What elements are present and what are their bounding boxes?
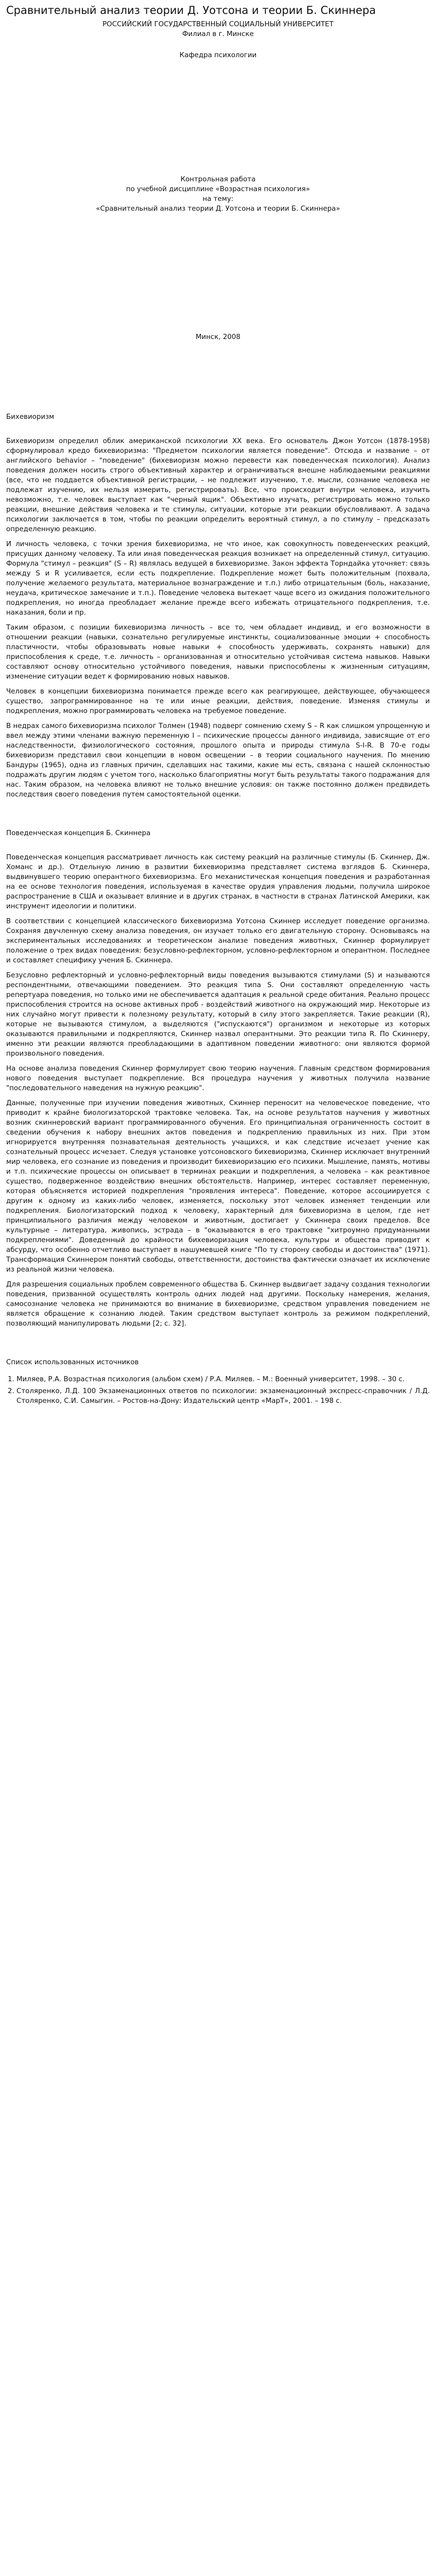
section-behaviorism xyxy=(6,412,430,800)
city-year: Минск, 2008 xyxy=(195,333,241,341)
discipline: по учебной дисциплине «Возрастная психология» xyxy=(126,185,310,193)
paragraph: Для разрешения социальных проблем современного общества Б. Скиннер выдвигает задачу создания технологии поведения, призванной осуществлять контроль одних людей над другими. Поскольку намерения, желания, самосознание человека не принимаются во внимание в бихевиоризме, средством управления поведением не является обращение к сознанию людей. Таким средством выступает контроль за режимом подкреплений, позволяющий манипулировать людьми [2; с. 32]. xyxy=(6,1281,430,1328)
topic-label: на тему: xyxy=(202,195,234,203)
university-name: РОССИЙСКИЙ ГОСУДАРСТВЕННЫЙ СОЦИАЛЬНЫЙ УНИВЕРСИТЕТ xyxy=(102,21,334,28)
section-heading: Поведенческая концепция Б. Скиннера xyxy=(6,829,151,837)
paragraph: И личность человека, с точки зрения бихевиоризма, не что иное, как совокупность поведенческих реакций, присущих данному человеку. Та или иная поведенческая реакция возникает на определенный стимул, ситуацию. Формула "стимул – реакция" (S – R) являлась ведущей в бихевиоризме. Закон эффекта Торндайка уточняет: связь между S и R усиливается, если есть подкрепление. Подкрепление может быть положительным (похвала, получение желаемого результата, материальное вознаграждение и т.п.) либо отрицательным (боль, наказание, неудача, критическое замечание и т.п.). Поведение человека вытекает чаще всего из ожидания положительного подкрепления, но иногда преобладает желание прежде всего избежать отрицательного подкрепления, т.е. наказания, боли и пр. xyxy=(6,540,430,617)
reference-item: 2. Столяренко, Л.Д. 100 Экзаменационных ответов по психологии: экзаменационный экспресс-справочник / Л.Д. Столяренко, С.И. Самыгин. – Ростов-на-Дону: Издательский центр «МарТ», 2001. – 198 с. xyxy=(16,1386,430,1406)
paragraph: В недрах самого бихевиоризма психолог Толмен (1948) подверг сомнению схему S – R как слишком упрощенную и ввел между этими членами важную переменную I – психические процессы данного индивида, зависящие от его наследственности, физиологического состояния, прошлого опыта и природы стимула S-I-R. В 70-е годы бихевиоризм представил свои концепции в новом освещении – в теории социального научения. По мнению Бандуры (1965), одна из главных причин, сделавших нас такими, какие мы есть, связана с нашей склонностью подражать другим людям с учетом того, насколько благоприятны могут быть результаты такого подражания для нас. Таким образом, на человека влияют не только внешние условия: он также постоянно должен предвидеть последствия своего поведения путем самостоятельной оценки. xyxy=(6,722,430,799)
section-heading: Бихевиоризм xyxy=(6,413,55,421)
references-section xyxy=(6,1358,430,1406)
references-list xyxy=(6,1375,430,1406)
branch-name: Филиал в г. Минске xyxy=(182,30,254,38)
section-skinner xyxy=(6,828,430,1329)
references-heading: Список использованных источников xyxy=(6,1359,139,1366)
paragraph: Данные, полученные при изучении поведения животных, Скиннер переносит на человеческое поведение, что приводит к крайне биологизаторской трактовке человека. Так, на основе результатов научения у животных возник скиннеровский вариант программированного обучения. Его принципиальная ограниченность состоит в сведении обучения к набору внешних актов поведения и подкреплению правильных из них. При этом игнорируется внутренняя познавательная деятельность учащихся, и как следствие исчезает учение как сознательный процесс исчезает. Следуя установке уотсоновского бихевиоризма, Скиннер исключает внутренний мир человека, его сознание из поведения и производит бихевиоризацию его психики. Мышление, память, мотивы и т.п. психические процессы он описывает в терминах реакции и подкрепления, а человека – как реактивное существо, подверженное воздействию внешних обстоятельств. Например, интерес составляет переменную, которая объясняется историей подкрепления "проявления интереса". Поведение, которое ассоциируется с другим к одному из каких-либо человек, изменяется, поскольку этот человек изменяет тенденции или подкрепления. Биологизаторский подход к человеку, характерный для бихевиоризма в целом, где нет принципиального различия между человеком и животным, достигает у Скиннера своих пределов. Все культурные – литература, живопись, эстрада – в "оказываются в его трактовке "хитроумно придуманными подкреплениями". Доведенный до крайности бихевиоризация человека, культуры и общества приводит к абсурду, что особенно отчетливо выступает в нашумевшей книге "По ту сторону свободы и достоинства" (1971). Трансформация Скиннером понятий свободы, ответственности, достоинства фактически означает их исключение из реальной жизни человека. xyxy=(6,1099,430,1274)
paragraph: Человек в концепции бихевиоризма понимается прежде всего как реагирующее, действующее, обучающееся существо, запрограммированное на те или иные реакции, действия, поведение. Изменяя стимулы и подкрепления, можно программировать человека на требуемое поведение. xyxy=(6,688,430,715)
paragraph: В соответствии с концепцией классического бихевиоризма Уотсона Скиннер исследует поведение организма. Сохраняя двучленную схему анализа поведения, он изучает только его двигательную сторону. Основываясь на экспериментальных исследованиях и теоретическом анализе поведения животных, Скиннер формулирует положение о трех видах поведения: безусловно-рефлекторном, условно-рефлекторном и оперантном. Последнее и составляет специфику учения Б. Скиннера. xyxy=(6,918,430,964)
document-title: Сравнительный анализ теории Д. Уотсона и теории Б. Скиннера xyxy=(6,4,376,16)
department-name: Кафедра психологии xyxy=(179,52,257,59)
title-page xyxy=(6,20,430,342)
paragraph: Таким образом, с позиции бихевиоризма личность – все то, чем обладает индивид, и его возможности в отношении реакции (навыки, сознательно регулируемые инстинкты, социализованные эмоции + способность пластичности, чтобы образовывать новые навыки + способность удерживать, сохранять навыки) для приспособления к среде, т.е. личность – организованная и относительно устойчивая система навыков. Навыки составляют основу относительно устойчивого поведения, навыки приспособлены к жизненным ситуациям, изменение ситуации ведет к формированию новых навыков. xyxy=(6,624,430,681)
paragraph: На основе анализа поведения Скиннер формулирует свою теорию научения. Главным средством формирования нового поведения выступает подкрепление. Вся процедура научения у животных получила название "последовательного наведения на нужную реакцию". xyxy=(6,1065,430,1092)
reference-item: 1. Миляев, Р.А. Возрастная психология (альбом схем) / Р.А. Миляев. – М.: Военный университет, 1998. – 30 с. xyxy=(16,1375,430,1384)
paragraph: Бихевиоризм определил облик американской психологии XX века. Его основатель Джон Уотсон (1878-1958) сформулировал кредо бихевиоризма: "Предметом психологии является поведение". Отсюда и название – от английского behavior – "поведение" (бихевиоризм можно перевести как поведенческая психология). Анализ поведения должен носить строго объективный характер и ограничиваться внешне наблюдаемыми реакциями (все, что не поддается объективной регистрации, – не подлежит изучению, т.е. мысли, сознание человека не подлежат изучению, их нельзя измерить, регистрировать). Все, что происходит внутри человека, изучить невозможно, т.е. человек выступает как "черный ящик". Объективно изучать, регистрировать можно только реакции, внешние действия человека и те стимулы, ситуации, которые эти реакции обусловливают. А задача психологии заключается в том, чтобы по реакции определить вероятный стимул, а по стимулу – предсказать определенную реакцию. xyxy=(6,437,430,533)
paragraph: Поведенческая концепция рассматривает личность как систему реакций на различные стимулы (Б. Скиннер, Дж. Хоманс и др.). Отдельную линию в развитии бихевиоризма представляет система взглядов Б. Скиннера, выдвинувшего теорию оперантного бихевиоризма. Его механистическая концепция поведения и разработанная на ее основе технология поведения, используемая в качестве орудия управления людьми, получила широкое распространение в США и оказывает влияние и в других странах, в частности в странах Латинской Америки, как инструмент идеологии и политики. xyxy=(6,854,430,910)
paragraph: Безусловно рефлекторный и условно-рефлекторный виды поведения вызываются стимулами (S) и называются респондентными, отвечающими поведением. Это реакция типа S. Они составляют определенную часть репертуара поведения, но только ими не обеспечивается адаптация к реальной среде обитания. Реально процесс приспособления строится на основе активных проб - воздействий животного на окружающий мир. Некоторые из них случайно могут привести к полезному результату, который в силу этого закрепляется. Такие реакции (R), которые не вызываются стимулом, а выделяются ("испускаются") организмом и некоторые из которых оказываются правильными и подкрепляются, Скиннер назвал оперантными. Это реакции типа R. По Скиннеру, именно эти реакции являются преобладающими в адаптивном поведении животного: они являются формой произвольного поведения. xyxy=(6,972,430,1058)
topic: «Сравнительный анализ теории Д. Уотсона и теории Б. Скиннера» xyxy=(96,205,340,213)
work-type: Контрольная работа xyxy=(180,176,256,183)
